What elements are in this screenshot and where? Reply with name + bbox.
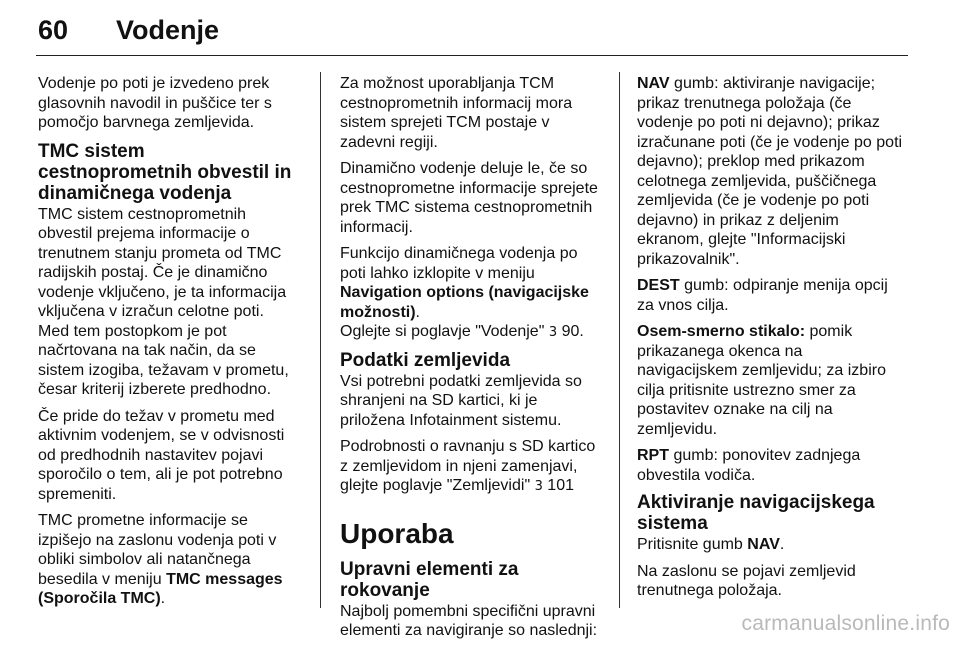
tmc-heading: TMC sistem cestnoprometnih obvestil in dinamičnega vodenja <box>38 140 292 204</box>
nav-key-label: NAV <box>637 75 670 92</box>
dest-button-paragraph <box>637 276 905 315</box>
guidance-ref-text: Oglejte si poglavje "Vodenje" <box>340 323 549 340</box>
page-ref-icon: 3 <box>548 325 558 340</box>
map-data-paragraph: Vsi potrebni podatki zemljevida so shranjeni na SD kartici, ki je priložena Infotainment sistemu. <box>340 372 582 429</box>
disable-dynamic-paragraph <box>340 244 602 343</box>
tmc-display-end: . <box>160 590 166 607</box>
page-number: 60 <box>38 14 69 45</box>
press-nav-end: . <box>779 536 785 553</box>
map-data-heading: Podatki zemljevida <box>340 349 511 371</box>
press-nav-paragraph <box>637 535 905 555</box>
dynamic-guidance-paragraph: Dinamično vodenje deluje le, če so cestnoprometne informacije sprejete prek TMC sistema cestnoprometnih informacij. <box>340 160 598 236</box>
tmc-messages-menu: TMC messages (Sporočila TMC) <box>38 570 283 607</box>
sd-card-paragraph <box>340 437 602 497</box>
press-nav-key: NAV <box>747 536 780 553</box>
switch-key-label: Osem-smerno stikalo: <box>637 323 806 340</box>
guidance-ref-page: 90. <box>561 323 584 340</box>
map-shown-paragraph: Na zaslonu se pojavi zemljevid trenutnega položaja. <box>637 562 856 599</box>
controls-paragraph: Najbolj pomembni specifični upravni elementi za navigiranje so naslednji: <box>340 602 598 639</box>
column-3 <box>637 74 905 608</box>
dest-button-text: gumb: odpiranje menija opcij za vnos cilja. <box>637 277 888 314</box>
column-divider-2 <box>619 72 620 608</box>
switch-text: pomik prikazanega okenca na navigacijskem zemljevidu; za izbiro cilja pritisnite ustrezno smer za postavitev oznake na cilj na zemljevidu. <box>637 323 886 438</box>
navigation-options-menu: Navigation options (navigacijske možnosti) <box>340 284 589 321</box>
disable-dynamic-text: Funkcijo dinamičnega vodenja po poti lahko izklopite v meniju <box>340 245 578 282</box>
watermark: carmanualsonline.info <box>741 612 950 635</box>
switch-paragraph <box>637 322 905 439</box>
page-header <box>38 10 219 50</box>
column-2 <box>340 74 602 648</box>
nav-button-paragraph <box>637 74 905 269</box>
sd-card-text: Podrobnosti o ravnanju s SD kartico z zemljevidom in njeni zamenjavi, glejte poglavje "Zemljevidi" <box>340 438 596 494</box>
rpt-key-label: RPT <box>637 447 669 464</box>
usage-heading: Uporaba <box>340 517 454 549</box>
page-title: Vodenje <box>116 14 220 45</box>
tcm-reception-paragraph: Za možnost uporabljanja TCM cestnoprometnih informacij mora sistem sprejeti TCM postaje v zadevni regiji. <box>340 75 573 151</box>
press-nav-text: Pritisnite gumb <box>637 536 748 553</box>
page-ref-icon: 3 <box>534 479 543 494</box>
column-1 <box>38 74 296 616</box>
column-divider-1 <box>320 72 321 608</box>
tmc-display-paragraph <box>38 511 296 609</box>
intro-paragraph: Vodenje po poti je izvedeno prek glasovnih navodil in puščice ter s pomočjo barvnega zemljevida. <box>38 75 272 131</box>
disable-dynamic-end: . <box>415 303 420 321</box>
header-rule <box>36 55 908 56</box>
tmc-paragraph: TMC sistem cestnoprometnih obvestil prejema informacije o trenutnem stanju prometa od TMC radijskih postaj. Če je dinamično vodenje vključeno, je ta informacija vključena v izračun celotne poti. Med tem postopkom je pot načrtovana na tak način, da se sistem izogiba, težavam v prometu, česar kriterij izberete predhodno. <box>38 205 289 398</box>
rpt-button-text: gumb: ponovitev zadnjega obvestila vodiča. <box>637 447 861 484</box>
controls-heading: Upravni elementi za rokovanje <box>340 558 519 601</box>
traffic-problem-paragraph: Če pride do težav v prometu med aktivnim vodenjem, se v odvisnosti od predhodnih nastavitev pojavi sporočilo o tem, ali je pot potrebno spremeniti. <box>38 407 285 503</box>
activate-navigation-heading: Aktiviranje navigacijskega sistema <box>637 492 875 534</box>
tmc-display-text: TMC prometne informacije se izpišejo na zaslonu vodenja poti v obliki simbolov ali natančnega besedila v meniju <box>38 512 277 588</box>
sd-card-ref-page: 101 <box>547 477 574 494</box>
rpt-button-paragraph <box>637 446 905 485</box>
dest-key-label: DEST <box>637 277 680 294</box>
nav-button-text: gumb: aktiviranje navigacije; prikaz trenutnega položaja (če vodenje po poti ni dejavno); prikaz izračunane poti (če je vodenje po poti dejavno); preklop med prikazom celotnega zemljevida, puščičnega zemljevida (če je vodenje po poti dejavno) in prikaz z deljenim ekranom, glejte "Informacijski prikazovalnik". <box>637 75 903 268</box>
